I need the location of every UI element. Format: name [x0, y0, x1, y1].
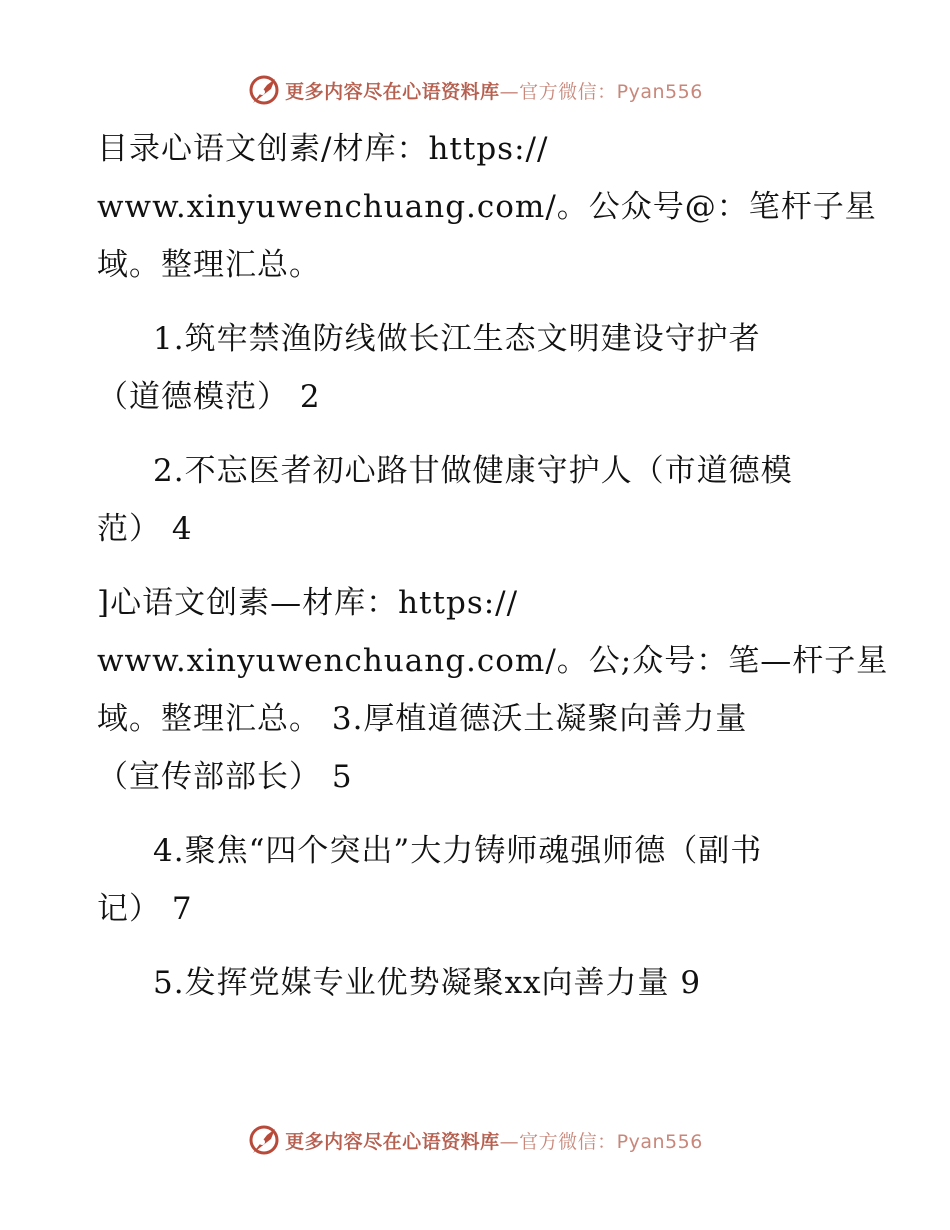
watermark-text: 更多内容尽在心语资料库—官方微信：Pyan556 [285, 1130, 703, 1153]
toc-entry-3-cont: （宣传部部长） 5 [97, 759, 353, 795]
toc-entry-2-cont: 范） 4 [97, 511, 193, 547]
toc-intro-line-1: 目录心语文创素/材库：https:// [97, 131, 549, 167]
toc-entry-5: 5.发挥党媒专业优势凝聚xx向善力量 9 [153, 965, 702, 1001]
toc-intro-line-3: 域。整理汇总。 [97, 247, 321, 283]
toc-entry-1-cont: （道德模范） 2 [97, 379, 321, 415]
footer-watermark-banner [0, 1120, 950, 1160]
toc-intro-line-2: www.xinyuwenchuang.com/。公众号@：笔杆子星 [97, 189, 877, 225]
watermark-text: 更多内容尽在心语资料库—官方微信：Pyan556 [285, 80, 703, 103]
toc-document [97, 120, 889, 1012]
quill-logo-icon [247, 73, 281, 107]
toc-entry-4-cont: 记） 7 [97, 891, 193, 927]
toc-entry-3: 域。整理汇总。 3.厚植道德沃土凝聚向善力量 [97, 701, 748, 737]
toc-entry-2: 2.不忘医者初心路甘做健康守护人（市道德模 [153, 453, 793, 489]
toc-source-line-1: ]心语文创素—材库：https:// [97, 585, 519, 621]
quill-logo-icon [247, 1123, 281, 1157]
header-watermark-banner [0, 70, 950, 110]
toc-source-line-2: www.xinyuwenchuang.com/。公;众号：笔—杆子星 [97, 643, 889, 679]
toc-entry-1: 1.筑牢禁渔防线做长江生态文明建设守护者 [153, 321, 761, 357]
toc-entry-4: 4.聚焦“四个突出”大力铸师魂强师德（副书 [153, 833, 763, 869]
